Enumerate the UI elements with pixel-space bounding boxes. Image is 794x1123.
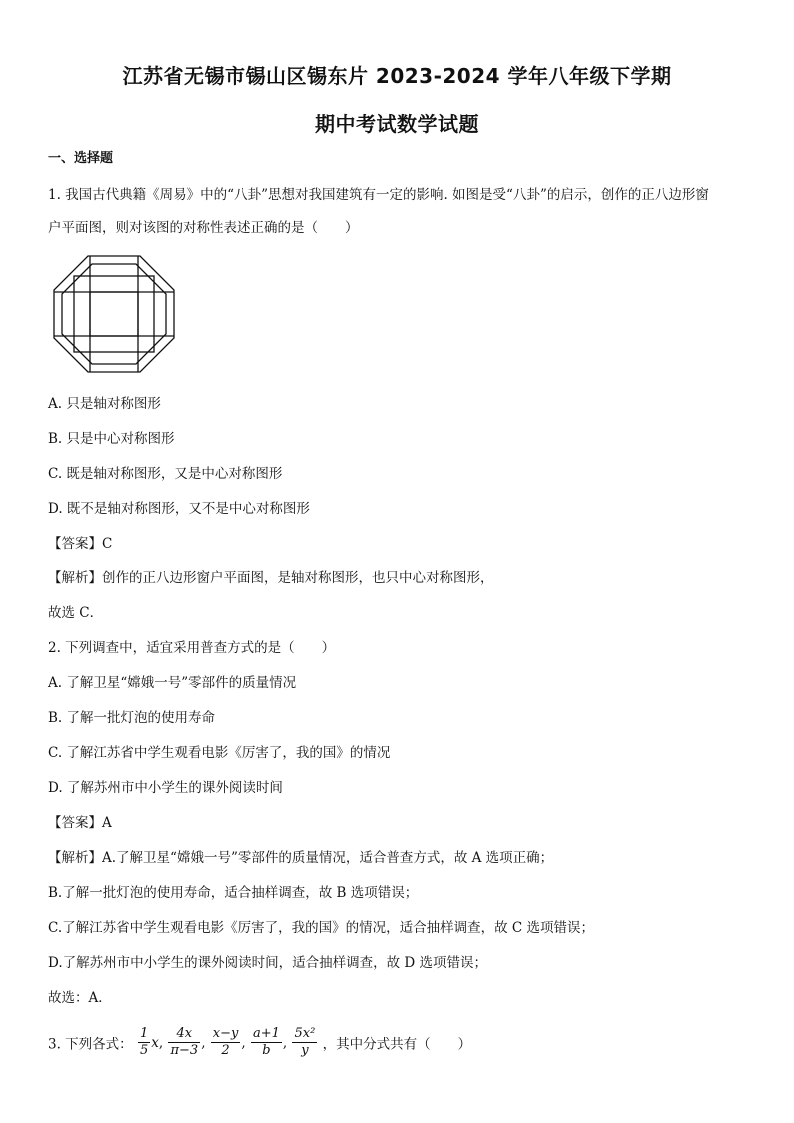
q3-fraction-4 bbox=[251, 1026, 282, 1059]
q1-option-d: D. 既不是轴对称图形，又不是中心对称图形 bbox=[48, 501, 310, 517]
octagon-window-figure bbox=[52, 254, 176, 374]
q3-fraction-4-num: a+1 bbox=[252, 1026, 280, 1041]
exam-title-line2: 期中考试数学试题 bbox=[315, 112, 479, 136]
q1-option-a: A. 只是轴对称图形 bbox=[48, 396, 161, 412]
q3-comma: , bbox=[201, 1034, 206, 1051]
q3-fraction-1-after: x bbox=[151, 1034, 159, 1051]
q2-option-a: A. 了解卫星“嫦娥一号”零部件的质量情况 bbox=[48, 675, 297, 691]
q2-stem: 2. 下列调查中，适宜采用普查方式的是（ ） bbox=[48, 640, 336, 656]
exam-title-line1: 江苏省无锡市锡山区锡东片 2023-2024 学年八年级下学期 bbox=[122, 64, 672, 88]
q2-answer: 【答案】A bbox=[48, 815, 112, 831]
q1-option-c: C. 既是轴对称图形，又是中心对称图形 bbox=[48, 466, 283, 482]
q1-analysis-line2: 故选 C． bbox=[48, 605, 104, 621]
q3-comma: , bbox=[158, 1034, 164, 1051]
q3-comma: , bbox=[282, 1034, 288, 1051]
q2-option-b: B. 了解一批灯泡的使用寿命 bbox=[48, 710, 216, 726]
q3-fraction-5 bbox=[292, 1026, 317, 1059]
q3-comma: , bbox=[241, 1034, 246, 1051]
q3-fraction-2 bbox=[168, 1026, 200, 1059]
q3-fraction-5-num: 5x² bbox=[294, 1026, 316, 1041]
q3-fraction-5-den: y bbox=[301, 1043, 309, 1058]
q2-analysis-line3: C.了解江苏省中学生观看电影《厉害了，我的国》的情况，适合抽样调查，故 C 选项错误； bbox=[48, 920, 595, 936]
q1-option-b: B. 只是中心对称图形 bbox=[48, 431, 175, 447]
q1-stem-line2: 户平面图，则对该图的对称性表述正确的是（ ） bbox=[48, 220, 359, 236]
q2-analysis-line2: B.了解一批灯泡的使用寿命，适合抽样调查，故 B 选项错误； bbox=[48, 885, 419, 901]
q3-fraction-2-num: 4x bbox=[168, 1026, 200, 1043]
q3-fraction-3 bbox=[211, 1026, 241, 1059]
q2-option-d: D. 了解苏州市中小学生的课外阅读时间 bbox=[48, 780, 283, 796]
q3-stem bbox=[48, 1026, 471, 1059]
section-heading: 一、选择题 bbox=[48, 151, 114, 166]
q2-analysis-line1: 【解析】A.了解卫星“嫦娥一号”零部件的质量情况，适合普查方式，故 A 选项正确； bbox=[48, 850, 554, 866]
q3-fraction-3-den: 2 bbox=[221, 1043, 230, 1058]
q3-suffix: ，其中分式共有（ ） bbox=[322, 1036, 472, 1053]
q3-fraction-1-den: 5 bbox=[139, 1043, 149, 1058]
q3-fraction-4-den: b bbox=[262, 1043, 271, 1058]
q2-analysis-line5: 故选：A． bbox=[48, 990, 112, 1006]
q2-option-c: C. 了解江苏省中学生观看电影《厉害了，我的国》的情况 bbox=[48, 745, 391, 761]
q1-answer: 【答案】C bbox=[48, 536, 113, 552]
q1-stem-line1: 1. 我国古代典籍《周易》中的“八卦”思想对我国建筑有一定的影响. 如图是受“八卦”的启示，创作的正八边形窗 bbox=[48, 187, 709, 203]
q3-fraction-1-num: 1 bbox=[139, 1026, 149, 1041]
q3-prefix: 3. 下列各式： bbox=[48, 1036, 133, 1053]
q3-fraction-2-den: π−3 bbox=[170, 1043, 199, 1058]
q3-fraction-3-num: x−y bbox=[212, 1026, 239, 1041]
q1-analysis-line1: 【解析】创作的正八边形窗户平面图，是轴对称图形，也只中心对称图形， bbox=[48, 570, 494, 586]
q2-analysis-line4: D.了解苏州市中小学生的课外阅读时间，适合抽样调查，故 D 选项错误； bbox=[48, 955, 488, 971]
q3-fraction-1 bbox=[138, 1026, 150, 1059]
